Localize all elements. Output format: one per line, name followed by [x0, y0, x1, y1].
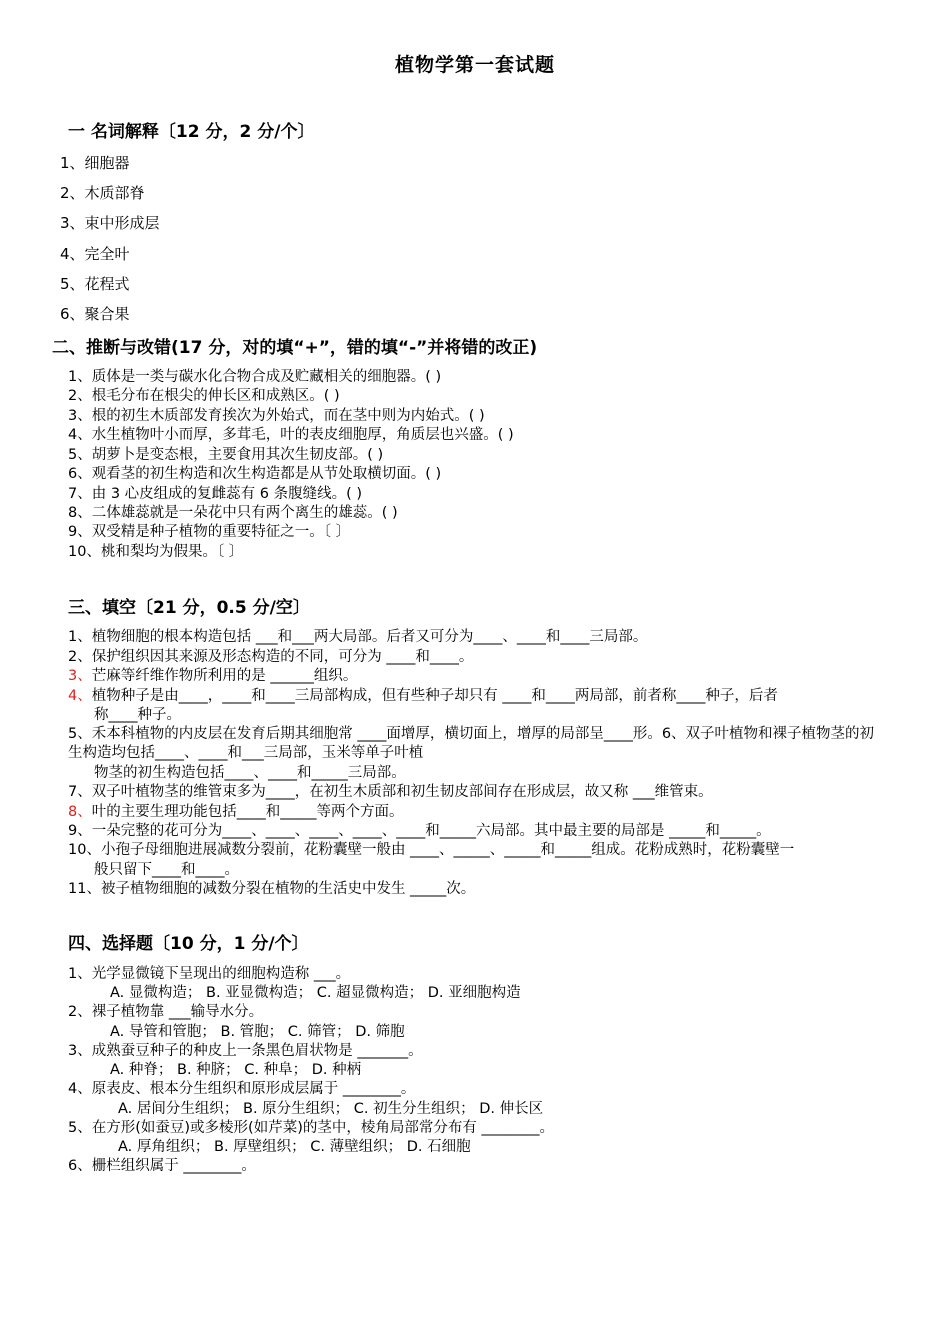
section-1-heading: 一 名词解释〔12 分，2 分/个〕: [68, 122, 315, 142]
item-number: 8、: [68, 804, 92, 820]
list-item: [68, 667, 357, 686]
list-item: 6、聚合果: [60, 305, 130, 323]
page-title: 植物学第一套试题: [394, 54, 555, 76]
list-item: 7、双子叶植物茎的维管束多为____，在初生木质部和初生韧皮部间存在形成层，故又称 ___维管束。: [68, 784, 713, 800]
list-item: 1、细胞器: [60, 154, 130, 172]
answer-options: A. 显微构造； B. 亚显微构造； C. 超显微构造； D. 亚细胞构造: [110, 985, 521, 1001]
list-item: [68, 687, 778, 706]
list-item: 4、水生植物叶小而厚，多茸毛，叶的表皮细胞厚，角质层也兴盛。( ): [68, 427, 514, 443]
list-item: 5、在方形(如蚕豆)或多棱形(如芹菜)的茎中，棱角局部常分布有 ________。: [68, 1120, 554, 1136]
list-item: 5、禾本科植物的内皮层在发育后期其细胞常 ____面增厚，横切面上，增厚的局部呈____形。6、双子叶植物和裸子植物茎的初生构造均包括____、____和___三局部，玉米等单子叶植: [68, 726, 875, 761]
item-number: 3、: [68, 668, 92, 684]
list-item: 7、由 3 心皮组成的复雌蕊有 6 条腹缝线。( ): [68, 486, 363, 502]
list-item-continued: 般只留下____和____。: [94, 862, 239, 878]
list-item: 1、光学显微镜下呈现出的细胞构造称 ___。: [68, 966, 351, 982]
list-item: 4、原表皮、根本分生组织和原形成层属于 ________。: [68, 1081, 416, 1097]
list-item: 5、胡萝卜是变态根，主要食用其次生韧皮部。( ): [68, 447, 384, 463]
list-item: 8、二体雄蕊就是一朵花中只有两个离生的雄蕊。( ): [68, 505, 398, 521]
list-item: 10、小孢子母细胞进展减数分裂前，花粉囊壁一般由 ____、_____、_____和_____组成。花粉成熟时，花粉囊壁一: [68, 842, 795, 858]
list-item: 10、桃和梨均为假果。〔 〕: [68, 544, 244, 560]
item-text: 芒麻等纤维作物所利用的是 ______组织。: [91, 668, 358, 684]
list-item: 2、保护组织因其来源及形态构造的不同，可分为 ____和____。: [68, 649, 474, 665]
list-item: 9、双受精是种子植物的重要特征之一。〔 〕: [68, 524, 351, 540]
list-item: 2、裸子植物靠 ___输导水分。: [68, 1004, 264, 1020]
list-item: 3、成熟蚕豆种子的种皮上一条黑色眉状物是 _______。: [68, 1043, 423, 1059]
answer-options: A. 导管和管胞； B. 管胞； C. 筛管； D. 筛胞: [110, 1024, 405, 1040]
list-item: 11、被子植物细胞的减数分裂在植物的生活史中发生 _____次。: [68, 881, 476, 897]
list-item: 3、根的初生木质部发育挨次为外始式，而在茎中则为内始式。( ): [68, 408, 485, 424]
list-item: 1、质体是一类与碳水化合物合成及贮藏相关的细胞器。( ): [68, 369, 442, 385]
list-item: 4、完全叶: [60, 245, 130, 263]
list-item: 5、花程式: [60, 275, 130, 293]
item-number: 4、: [68, 688, 92, 704]
list-item-continued: 物茎的初生构造包括____、____和_____三局部。: [94, 765, 406, 781]
list-item-continued: 称____种子。: [94, 707, 181, 723]
section-2-heading: 二、推断与改错(17 分，对的填“+”，错的填“-”并将错的改正): [52, 338, 538, 358]
list-item: 2、木质部脊: [60, 184, 145, 202]
list-item: 6、观看茎的初生构造和次生构造都是从节处取横切面。( ): [68, 466, 442, 482]
section-3-heading: 三、填空〔21 分，0.5 分/空〕: [68, 598, 310, 618]
list-item: 2、根毛分布在根尖的伸长区和成熟区。( ): [68, 388, 340, 404]
list-item: [68, 803, 403, 822]
answer-options: A. 厚角组织； B. 厚壁组织； C. 薄壁组织； D. 石细胞: [118, 1139, 471, 1155]
list-item: 9、一朵完整的花可分为____、____、____、____、____和_____六局部。其中最主要的局部是 _____和_____。: [68, 823, 771, 839]
list-item: 3、束中形成层: [60, 214, 160, 232]
answer-options: A. 种脊； B. 种脐； C. 种阜； D. 种柄: [110, 1062, 362, 1078]
item-text: 叶的主要生理功能包括____和_____等两个方面。: [91, 804, 404, 820]
list-item: 1、植物细胞的根本构造包括 ___和___两大局部。后者又可分为____、____和____三局部。: [68, 629, 648, 645]
list-item: 6、栅栏组织属于 ________。: [68, 1158, 256, 1174]
section-4-heading: 四、选择题〔10 分，1 分/个〕: [68, 934, 309, 954]
item-text: 植物种子是由____，____和____三局部构成，但有些种子却只有 ____和____两局部，前者称____种子，后者: [91, 688, 778, 704]
answer-options: A. 居间分生组织； B. 原分生组织； C. 初生分生组织； D. 伸长区: [118, 1101, 544, 1117]
